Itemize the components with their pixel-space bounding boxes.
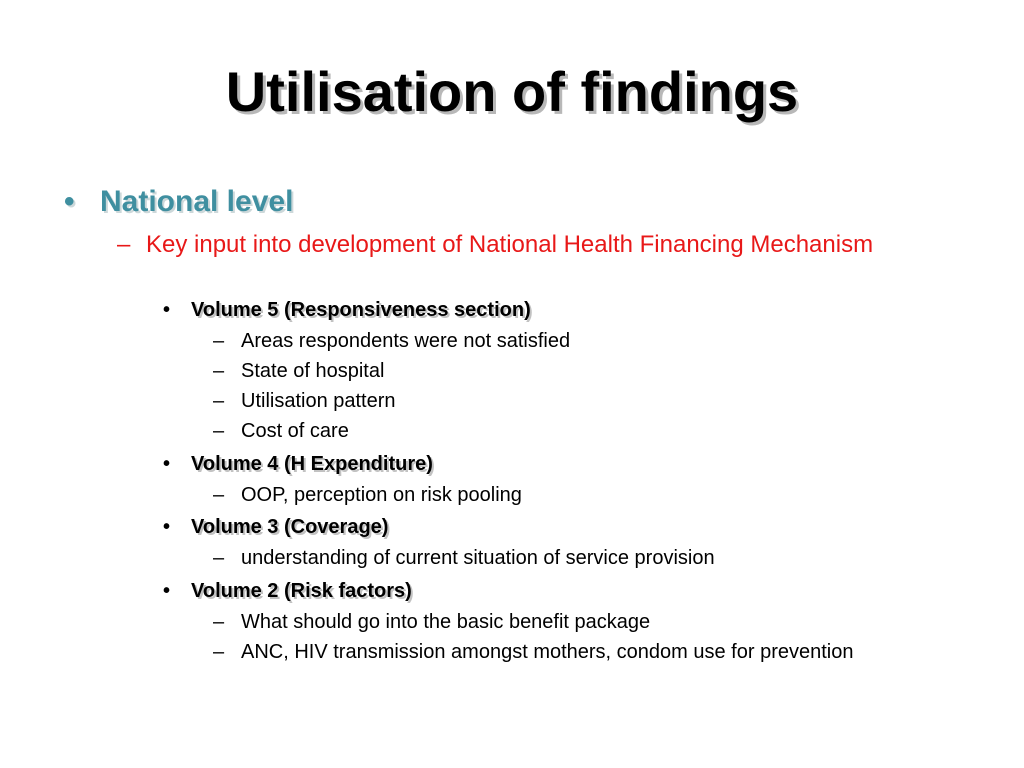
- slide-title: Utilisation of findings: [225, 60, 799, 123]
- volume-marker: •: [163, 453, 171, 475]
- volume-marker: •: [163, 516, 171, 538]
- list-item: [213, 417, 349, 445]
- volume-label: Volume 4 (H Expenditure): [191, 453, 433, 475]
- bullet-marker: •: [64, 185, 75, 218]
- volume-label: Volume 5 (Responsiveness section): [191, 299, 531, 321]
- list-item: [213, 357, 384, 385]
- list-item: [213, 544, 715, 572]
- list-item: [213, 387, 396, 415]
- dash-marker: –: [213, 330, 225, 352]
- sub-bullet-text: Key input into development of National Health Financing Mechanism: [146, 231, 874, 258]
- list-item: [213, 608, 650, 636]
- volume-marker: •: [163, 580, 171, 602]
- bullet-national-level: [64, 182, 293, 222]
- volume-2-heading: [163, 577, 412, 605]
- dash-marker: –: [213, 641, 225, 663]
- dash-marker: –: [213, 611, 225, 633]
- volume-5-heading: [163, 296, 531, 324]
- list-item-text: Areas respondents were not satisfied: [241, 330, 571, 352]
- list-item-text: understanding of current situation of service provision: [241, 547, 715, 569]
- volume-label: Volume 2 (Risk factors): [191, 580, 412, 602]
- dash-marker: –: [213, 420, 225, 442]
- list-item-text: ANC, HIV transmission amongst mothers, condom use for prevention: [241, 641, 854, 663]
- list-item: [213, 327, 570, 355]
- dash-marker: –: [117, 231, 131, 258]
- dash-marker: –: [213, 360, 225, 382]
- dash-marker: –: [213, 390, 225, 412]
- list-item-text: Cost of care: [241, 420, 349, 442]
- volume-3-heading: [163, 513, 388, 541]
- list-item-text: What should go into the basic benefit package: [241, 611, 651, 633]
- list-item-text: OOP, perception on risk pooling: [241, 484, 522, 506]
- list-item-text: State of hospital: [241, 360, 385, 382]
- list-item: [213, 481, 522, 509]
- list-item: [213, 638, 853, 666]
- volume-4-heading: [163, 450, 433, 478]
- list-item-text: Utilisation pattern: [241, 390, 396, 412]
- dash-marker: –: [213, 484, 225, 506]
- dash-marker: –: [213, 547, 225, 569]
- volume-marker: •: [163, 299, 171, 321]
- bullet-label: National level: [100, 185, 294, 218]
- sub-bullet-key-input: [117, 229, 877, 261]
- volume-label: Volume 3 (Coverage): [191, 516, 389, 538]
